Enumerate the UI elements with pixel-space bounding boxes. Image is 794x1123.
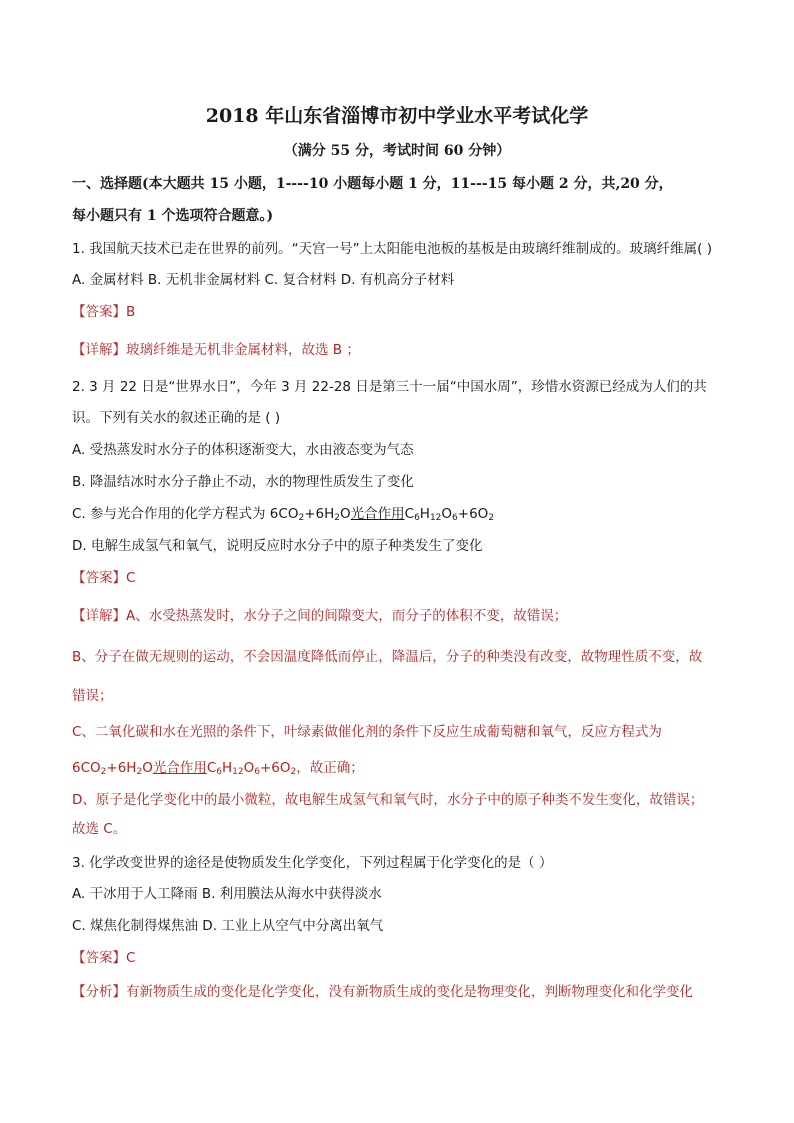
- q3-options-cd: C. 煤焦化制得煤焦油 D. 工业上从空气中分离出氧气: [72, 918, 384, 934]
- q3-analysis: 【分析】有新物质生成的变化是化学变化，没有新物质生成的变化是物理变化，判断物理变化和化学变化: [72, 984, 693, 1000]
- q3-answer-value: C: [126, 950, 136, 966]
- q2-stem-line-2: 识。下列有关水的叙述正确的是 ( ): [72, 410, 281, 426]
- page-title: 2018 年山东省淄博市初中学业水平考试化学: [205, 105, 589, 127]
- q2-detail-b-line-2: 错误；: [72, 688, 113, 704]
- q2-detail-a: 【详解】A、水受热蒸发时，水分子之间的间隙变大，而分子的体积不变，故错误；: [72, 608, 568, 624]
- q2-answer: [72, 568, 732, 588]
- q2-detail-c-equation: $6CO_2+6H_2O$光合作用$C_6H_{12}O_6+6O_2$，故正确；: [72, 760, 364, 777]
- q2-option-b: B. 降温结冰时水分子静止不动，水的物理性质发生了变化: [72, 474, 414, 490]
- page-subtitle: （满分 55 分，考试时间 60 分钟）: [283, 143, 511, 159]
- q2-stem-line-1: 2. 3 月 22 日是“世界水日”，今年 3 月 22-28 日是第三十一届“中国水周”，珍惜水资源已经成为人们的共: [72, 379, 707, 395]
- q2-option-d: D. 电解生成氢气和氧气，说明反应时水分子中的原子种类发生了变化: [72, 538, 483, 554]
- q1-detail-tag: 【详解】: [72, 342, 126, 358]
- q2-answer-tag: 【答案】: [72, 570, 126, 586]
- section-heading-line-1: 一、选择题(本大题共 15 小题，1----10 小题每小题 1 分，11---15 每小题 2 分，共,20 分，: [72, 176, 673, 192]
- q1-answer-value: B: [126, 304, 136, 320]
- q3-answer: [72, 948, 732, 968]
- q1-answer-tag: 【答案】: [72, 304, 126, 320]
- q1-detail-text: 玻璃纤维是无机非金属材料，故选 B ；: [126, 342, 360, 358]
- q2-detail-tag: 【详解】: [72, 608, 126, 624]
- q2-reaction-condition: 光合作用: [350, 506, 405, 522]
- q2-option-c: C. 参与光合作用的化学方程式为 $6CO_2+6H_2O$光合作用$C_6H_{12}O_6+6O_2$: [72, 506, 495, 523]
- q1-options: A. 金属材料 B. 无机非金属材料 C. 复合材料 D. 有机高分子材料: [72, 272, 455, 288]
- q2-detail-d: D、原子是化学变化中的最小微粒，故电解生成氢气和氧气时，水分子中的原子种类不发生变化，故错误；: [72, 792, 704, 808]
- q2-option-a: A. 受热蒸发时水分子的体积逐渐变大，水由液态变为气态: [72, 442, 414, 458]
- q2-detail-b-line-1: B、分子在做无规则的运动，不会因温度降低而停止，降温后，分子的种类没有改变，故物理性质不变，故: [72, 649, 703, 665]
- section-heading-line-2: 每小题只有 1 个选项符合题意。): [72, 208, 274, 224]
- q1-detail: [72, 340, 732, 360]
- q3-analysis-tag: 【分析】: [72, 984, 126, 1000]
- q2-detail-c-line-1: C、二氧化碳和水在光照的条件下，叶绿素做催化剂的条件下反应生成葡萄糖和氧气，反应方程式为: [72, 724, 662, 740]
- q3-answer-tag: 【答案】: [72, 950, 126, 966]
- q3-options-ab: A. 干冰用于人工降雨 B. 利用膜法从海水中获得淡水: [72, 886, 382, 902]
- q3-stem: 3. 化学改变世界的途径是使物质发生化学变化，下列过程属于化学变化的是（ ）: [72, 855, 553, 871]
- q1-answer: [72, 302, 732, 322]
- q2-conclusion: 故选 C。: [72, 821, 127, 837]
- q1-stem: 1. 我国航天技术已走在世界的前列。“天宫一号”上太阳能电池板的基板是由玻璃纤维制成的。玻璃纤维属( ): [72, 241, 712, 257]
- q2-answer-value: C: [126, 570, 136, 586]
